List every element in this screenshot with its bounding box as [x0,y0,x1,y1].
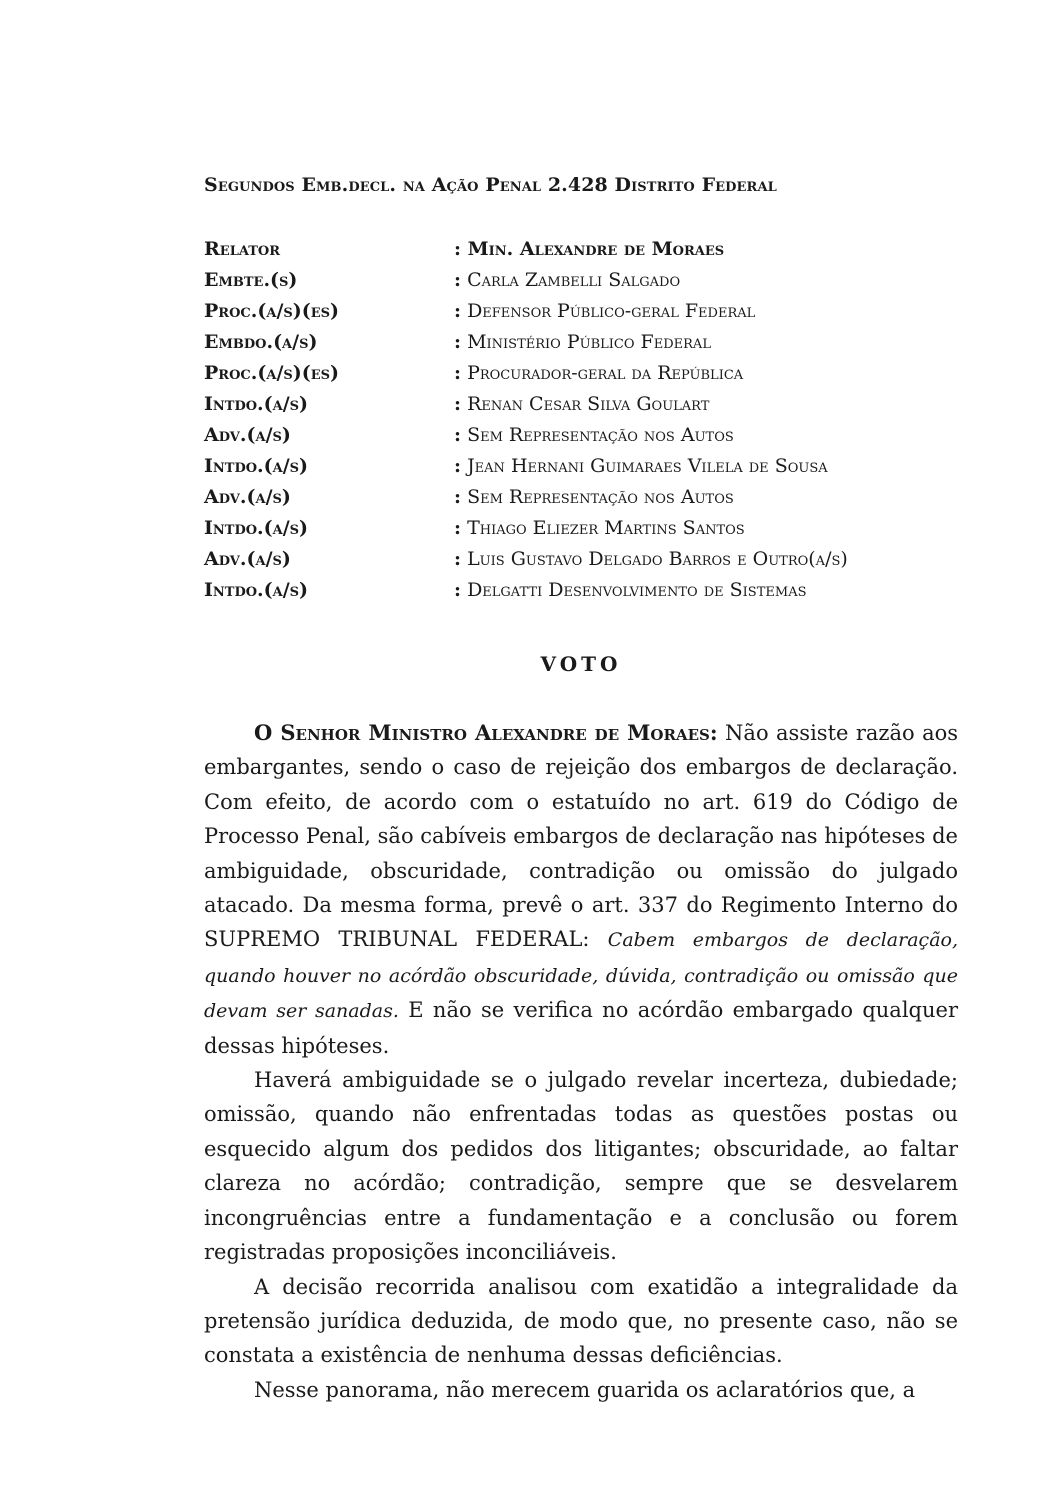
paragraph-text: E não se verifica no acórdão embargado qualquer dessas hipóteses. [204,998,958,1058]
paragraph-text: Não assiste razão aos embargantes, sendo o caso de rejeição dos embargos de declaração. Com efeito, de acordo com o estatuído no art. 619 do Código de Processo Penal, são cabíveis embargos de declaração nas hipóteses de ambiguidade, obscuridade, contradição ou omissão do julgado atacado. Da mesma forma, prevê o art. 337 do Regimento Interno do SUPREMO TRIBUNAL FEDERAL: [204,721,959,952]
party-name-text: Jean Hernani Guimaraes Vilela de Sousa [467,455,828,477]
party-row [204,482,958,513]
party-name-text: Renan Cesar Silva Goulart [467,393,710,415]
party-name-text: Sem Representação nos Autos [467,486,734,508]
vote-body [204,716,958,1407]
party-colon: : [454,362,462,384]
party-name-text: Delgatti Desenvolvimento de Sistemas [467,579,807,601]
party-row [204,265,958,296]
party-name-text: Carla Zambelli Salgado [467,269,681,291]
paragraph [204,716,958,1063]
party-name-text: Luis Gustavo Delgado Barros e Outro(a/s) [467,548,848,570]
party-role: Adv.(a/s) [204,548,291,570]
party-name-text: Sem Representação nos Autos [467,424,734,446]
party-name [454,482,734,513]
party-role: Intdo.(a/s) [204,393,309,415]
party-colon: : [454,486,462,508]
speaker-label: O Senhor Ministro Alexandre de Moraes: [254,720,718,745]
party-colon: : [454,579,462,601]
party-colon: : [454,517,462,539]
party-name-text: Min. Alexandre de Moraes [467,238,725,260]
party-row [204,420,958,451]
party-colon: : [454,455,462,477]
party-name [454,420,734,451]
party-colon: : [454,548,462,570]
party-role: Intdo.(a/s) [204,517,309,539]
party-name-text: Defensor Público-geral Federal [467,300,756,322]
party-role: Adv.(a/s) [204,424,291,446]
party-row [204,513,958,544]
party-name [454,234,724,265]
party-role: Intdo.(a/s) [204,455,309,477]
party-name-text: Thiago Eliezer Martins Santos [467,517,745,539]
party-role: Proc.(a/s)(es) [204,362,340,384]
party-colon: : [454,269,462,291]
party-row [204,234,958,265]
party-row [204,389,958,420]
party-role: Adv.(a/s) [204,486,291,508]
party-role: Embdo.(a/s) [204,331,318,353]
party-colon: : [454,424,462,446]
paragraph: A decisão recorrida analisou com exatidão a integralidade da pretensão jurídica deduzida, de modo que, no presente caso, não se constata a existência de nenhuma dessas deficiências. [204,1274,958,1368]
party-name [454,296,755,327]
party-name [454,544,848,575]
party-row [204,544,958,575]
section-heading: VOTO [540,652,622,676]
paragraph: Haverá ambiguidade se o julgado revelar incerteza, dubiedade; omissão, quando não enfrentadas todas as questões postas ou esquecido algum dos pedidos dos litigantes; obscuridade, ao faltar clareza no acórdão; contradição, sempre que se desvelarem incongruências entre a fundamentação e a conclusão ou forem registradas proposições inconciliáveis. [204,1068,958,1265]
party-name [454,451,828,482]
party-role: Relator [204,238,281,260]
party-role: Embte.(s) [204,269,298,291]
quoted-rule: Cabem embargos de declaração, quando houver no acórdão obscuridade, dúvida, contradição ou omissão que devam ser sanadas. [204,929,958,1023]
paragraph: Nesse panorama, não merecem guarida os aclaratórios que, a [254,1377,916,1402]
document-title: Segundos Emb.decl. na Ação Penal 2.428 Distrito Federal [204,174,777,196]
party-row [204,296,958,327]
party-name [454,265,680,296]
party-row [204,575,958,606]
party-role: Proc.(a/s)(es) [204,300,340,322]
party-role: Intdo.(a/s) [204,579,309,601]
party-name [454,575,806,606]
party-colon: : [454,300,462,322]
party-name-text: Procurador-geral da República [467,362,744,384]
party-colon: : [454,238,462,260]
party-row [204,327,958,358]
party-colon: : [454,393,462,415]
party-colon: : [454,331,462,353]
party-row [204,358,958,389]
parties-list [204,234,958,606]
party-name [454,358,743,389]
party-name [454,327,711,358]
party-name [454,389,709,420]
party-name-text: Ministério Público Federal [467,331,711,353]
party-row [204,451,958,482]
party-name [454,513,745,544]
